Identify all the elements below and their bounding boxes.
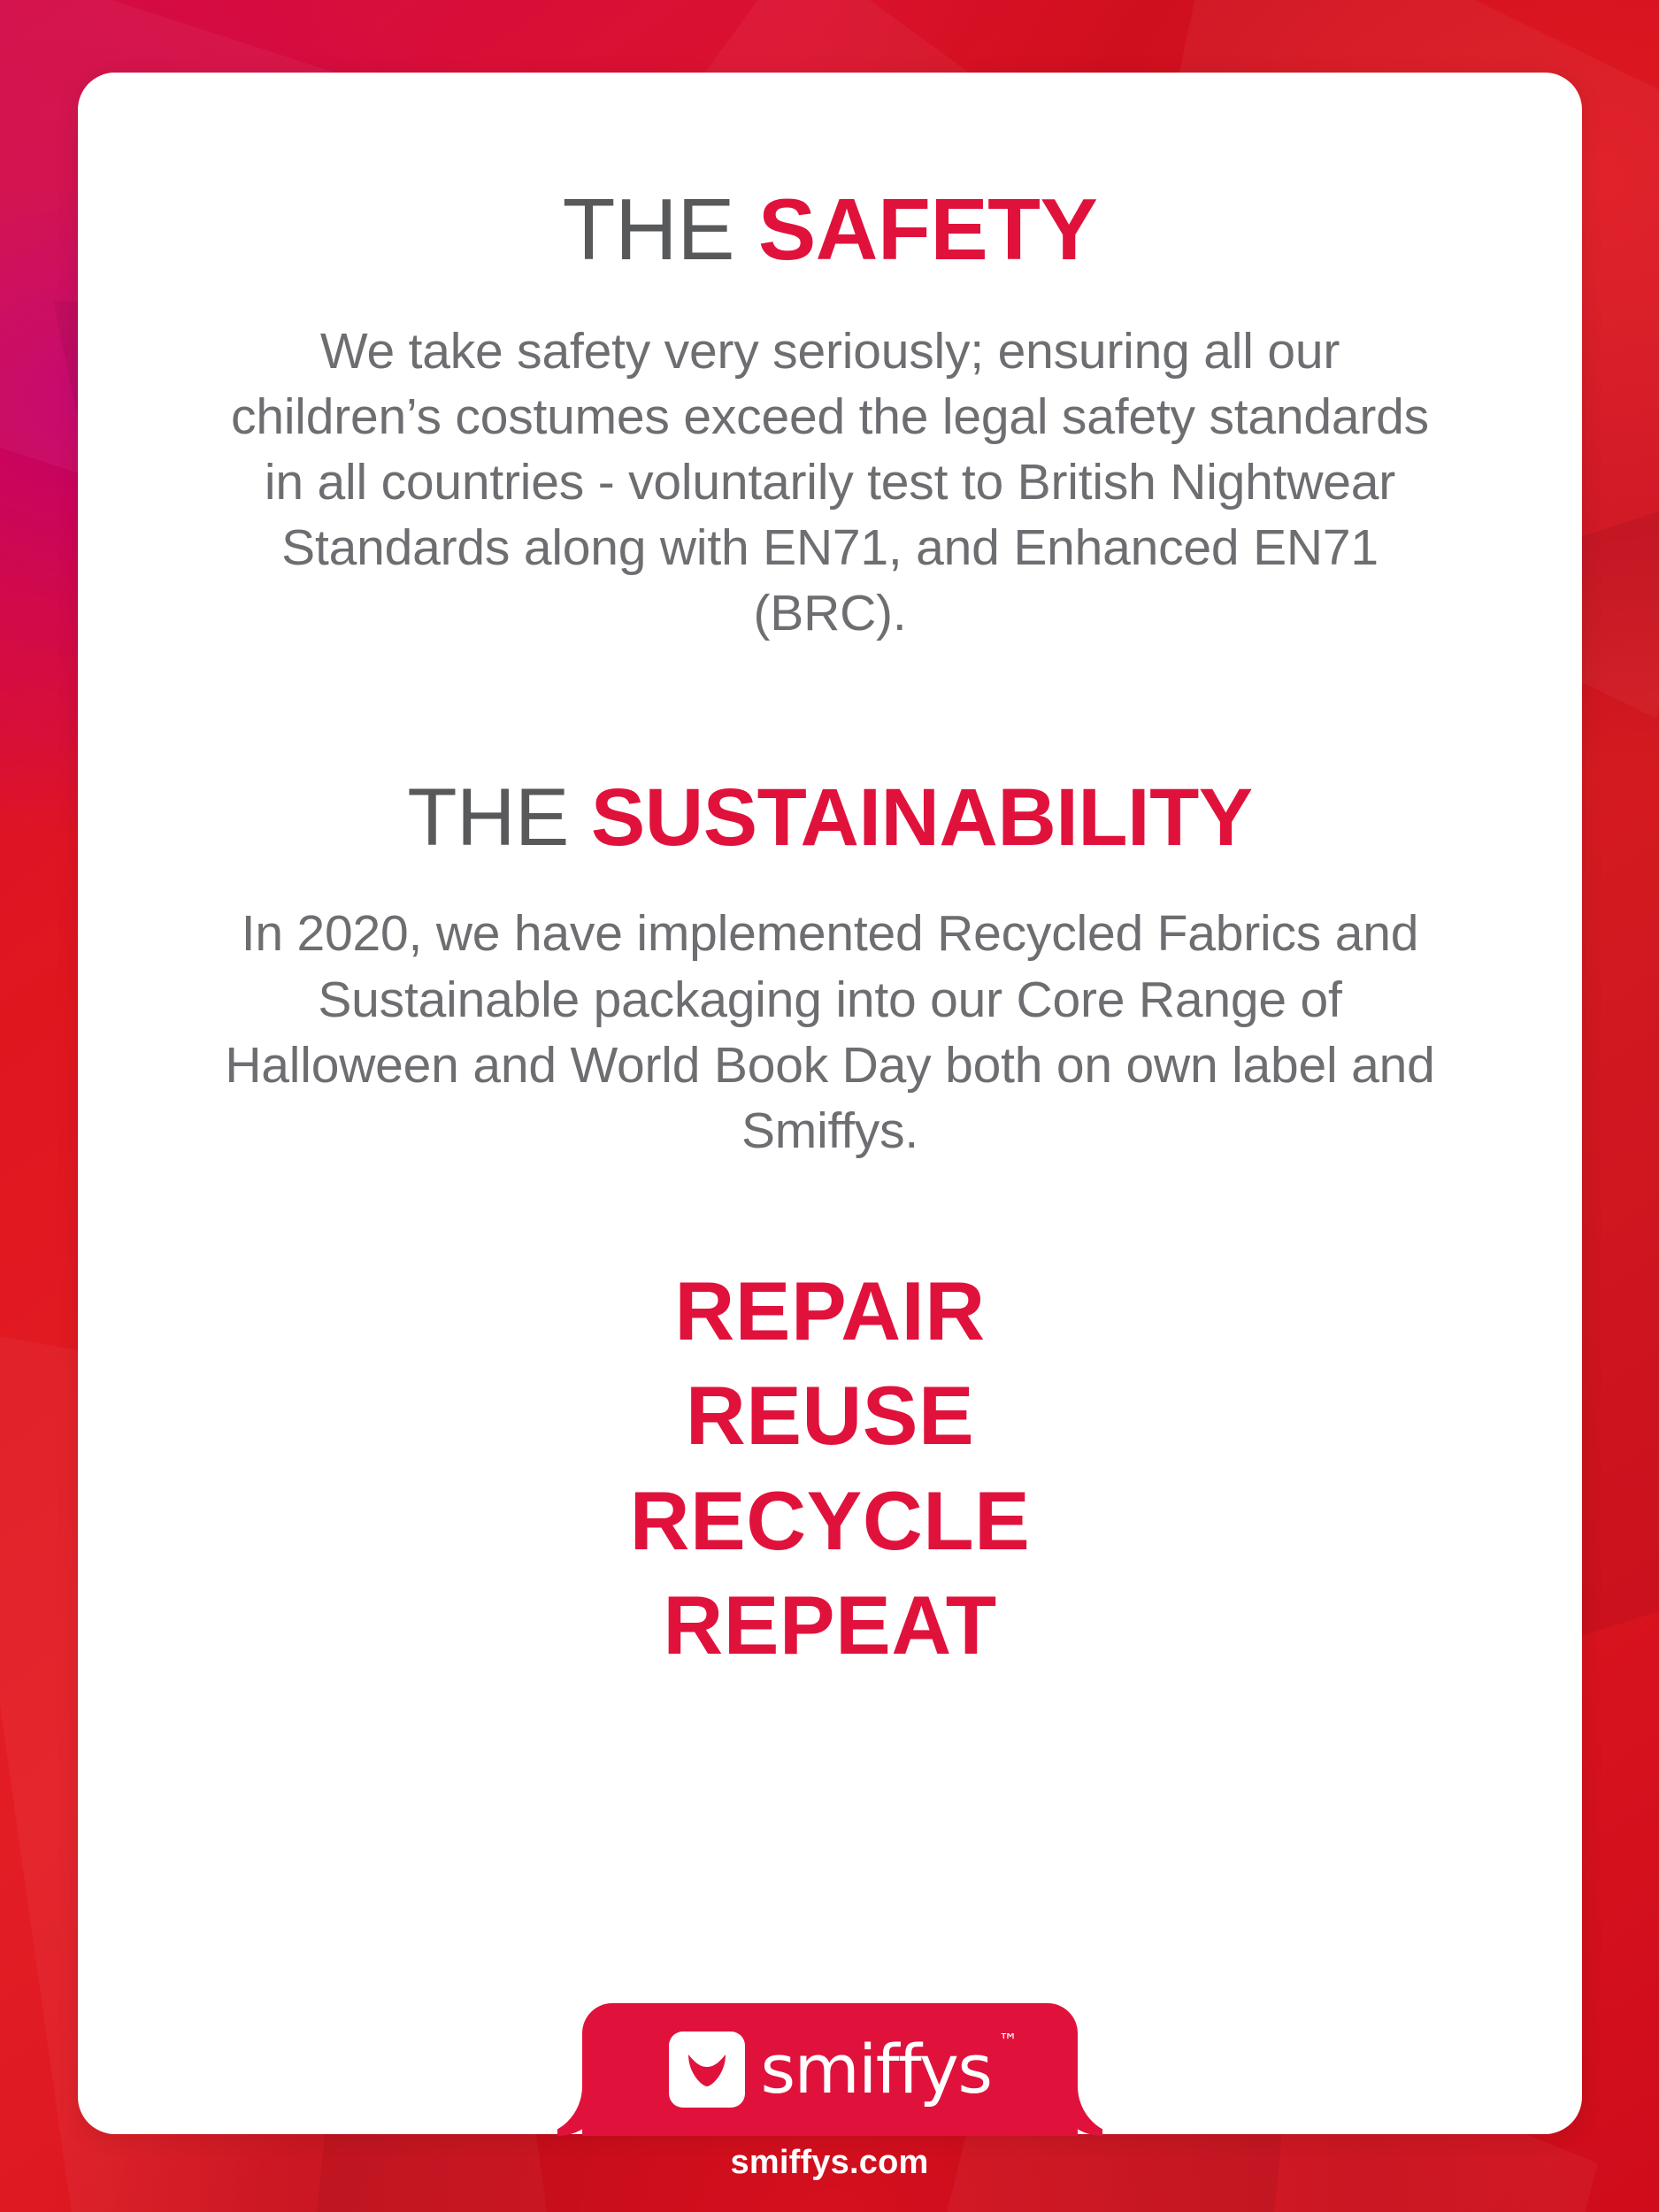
safety-heading-prefix: THE: [562, 180, 758, 278]
section-spacer: [211, 646, 1449, 777]
sustainability-body-text: In 2020, we have implemented Recycled Fabrics and Sustainable packaging into our Core Range of Halloween and World Book Day both on own label and Smiffys.: [225, 905, 1435, 1159]
content-card: [78, 73, 1582, 2134]
sustainability-heading-prefix: THE: [407, 772, 591, 864]
safety-heading-accent: SAFETY: [757, 180, 1098, 278]
slogan-line-reuse: REUSE: [685, 1369, 975, 1463]
smiffys-wordmark-text: smiffys: [760, 2030, 992, 2108]
sustainability-heading: [211, 772, 1449, 864]
slogan-line-repair: REPAIR: [674, 1263, 986, 1357]
brand-footer-tab: [582, 2003, 1078, 2136]
sustainability-heading-accent: SUSTAINABILITY: [590, 772, 1253, 864]
content-column: [78, 73, 1582, 1678]
smiffys-logo: [669, 2030, 1018, 2108]
safety-heading: [211, 73, 1449, 278]
safety-body-text: We take safety very seriously; ensuring all our children’s costumes exceed the legal safety standards in all countries - voluntarily test to British Nightwear Standards along with EN71, and Enhanced EN71 (BRC).: [231, 323, 1429, 642]
slogan-line-recycle: RECYCLE: [629, 1473, 1031, 1567]
slogan-line-repeat: REPEAT: [663, 1578, 997, 1672]
smiffys-wordmark: [760, 2030, 1018, 2108]
trademark-symbol: ™: [998, 2031, 1018, 2053]
smiffys-smile-icon: [669, 2032, 745, 2108]
website-url[interactable]: smiffys.com: [730, 2144, 929, 2181]
slogan-block: [211, 1164, 1449, 1678]
